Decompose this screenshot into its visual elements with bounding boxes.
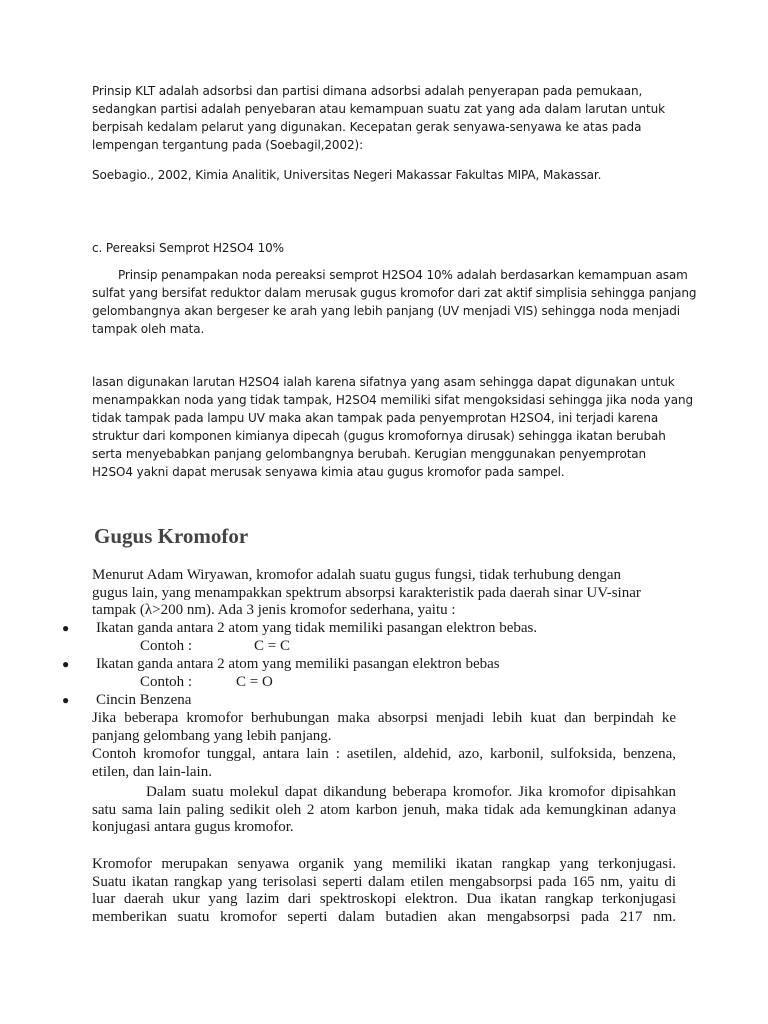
text-line: konjugasi antara gugus kromofor. — [92, 819, 294, 835]
text-line: tampak oleh mata. — [92, 322, 205, 336]
text-line: etilen, dan lain-lain. — [92, 763, 212, 780]
text-line: Kromofor merupakan senyawa organik yang memiliki ikatan rangkap yang terkonjugasi. — [92, 856, 676, 872]
kromofor-intro — [92, 567, 676, 620]
text-line: gugus lain, yang menampakkan spektrum absorpsi karakteristik pada daerah sinar UV-sinar — [92, 584, 641, 601]
text-line: serta menyebabkan panjang gelombangnya berubah. Kerugian menggunakan penyemprotan — [92, 447, 647, 461]
kromofor-title: Gugus Kromofor — [94, 524, 249, 548]
text-line: panjang gelombang yang lebih panjang. — [92, 727, 332, 744]
example-value: C = O — [236, 674, 273, 690]
kromofor-paragraph — [92, 784, 676, 837]
text-line: tampak (λ>200 nm). Ada 3 jenis kromofor sederhana, yaitu : — [92, 602, 456, 618]
example-row — [140, 674, 273, 692]
bullet-icon: ● — [62, 657, 70, 671]
text-line: sedangkan partisi adalah penyebaran atau kemampuan suatu zat yang ada dalam larutan untuk — [92, 102, 665, 116]
h2so4-paragraph-2 — [92, 373, 693, 481]
text-line: lasan digunakan larutan H2SO4 ialah karena sifatnya yang asam sehingga dapat digunakan untuk — [92, 375, 675, 389]
text-line: Dalam suatu molekul dapat dikandung beberapa kromofor. Jika kromofor dipisahkan — [146, 784, 676, 800]
kromofor-paragraph — [92, 746, 676, 781]
text-line: H2SO4 yakni dapat merusak senyawa kimia atau gugus kromofor pada sampel. — [92, 465, 565, 479]
text-line: Menurut Adam Wiryawan, kromofor adalah suatu gugus fungsi, tidak terhubung dengan — [92, 567, 622, 583]
h2so4-heading — [92, 239, 682, 257]
text-line: memberikan suatu kromofor seperti dalam butadien akan mengabsorpsi pada 217 nm. — [92, 908, 676, 925]
example-value: C = C — [254, 638, 290, 654]
text-line: berpisah kedalam pelarut yang digunakan. Kecepatan gerak senyawa-senyawa ke atas pada — [92, 120, 642, 134]
klt-reference — [92, 166, 682, 184]
text-line: satu sama lain paling sedikit oleh 2 atom karbon jenuh, maka tidak ada kemungkinan adanya — [92, 801, 676, 818]
text-line: struktur dari komponen kimianya dipecah (gugus kromofornya dirusak) sehingga ikatan berubah — [92, 429, 666, 443]
bullet-icon: ● — [62, 621, 70, 635]
text-line: tidak tampak pada lampu UV maka akan tampak pada penyemprotan H2SO4, ini terjadi karena — [92, 411, 659, 425]
h2so4-paragraph-1 — [92, 266, 697, 338]
text-line: sulfat yang bersifat reduktor dalam merusak gugus kromofor dari zat aktif simplisia sehingga panjang — [92, 286, 697, 300]
kromofor-paragraph — [92, 710, 676, 745]
text-line: luar daerah ukur yang lazim dari spektroskopi elektron. Dua ikatan rangkap terkonjugasi — [92, 891, 676, 907]
example-label: Contoh : — [140, 674, 193, 690]
text-line: gelombangnya akan bergeser ke arah yang lebih panjang (UV menjadi VIS) sehingga noda menjadi — [92, 304, 680, 318]
bullet-text: Ikatan ganda antara 2 atom yang tidak memiliki pasangan elektron bebas. — [96, 620, 538, 636]
text-line: lempengan tergantung pada (Soebagil,2002): — [92, 138, 364, 152]
klt-paragraph — [92, 82, 682, 154]
example-label: Contoh : — [140, 638, 193, 654]
text-line: Contoh kromofor tunggal, antara lain : asetilen, aldehid, azo, karbonil, sulfoksida, benzena, — [92, 746, 676, 762]
text-line: Suatu ikatan rangkap yang terisolasi seperti dalam etilen mengabsorpsi pada 165 nm, yaitu di — [92, 873, 676, 890]
text-line: Prinsip KLT adalah adsorbsi dan partisi dimana adsorbsi adalah penyerapan pada pemukaan, — [92, 84, 643, 98]
text-line: Jika beberapa kromofor berhubungan maka absorpsi menjadi lebih kuat dan berpindah ke — [92, 710, 676, 726]
example-row — [140, 638, 290, 656]
bullet-icon: ● — [62, 693, 70, 707]
text-line: menampakkan noda yang tidak tampak, H2SO4 memiliki sifat mengoksidasi sehingga jika noda yang — [92, 393, 693, 407]
text-line: Prinsip penampakan noda pereaksi semprot H2SO4 10% adalah berdasarkan kemampuan asam — [118, 268, 688, 282]
kromofor-paragraph — [92, 856, 676, 926]
reference-text: Soebagio., 2002, Kimia Analitik, Universitas Negeri Makassar Fakultas MIPA, Makassar. — [92, 168, 602, 182]
section-heading: c. Pereaksi Semprot H2SO4 10% — [92, 241, 284, 255]
bullet-text: Ikatan ganda antara 2 atom yang memiliki pasangan elektron bebas — [96, 656, 500, 672]
bullet-text: Cincin Benzena — [96, 692, 192, 708]
